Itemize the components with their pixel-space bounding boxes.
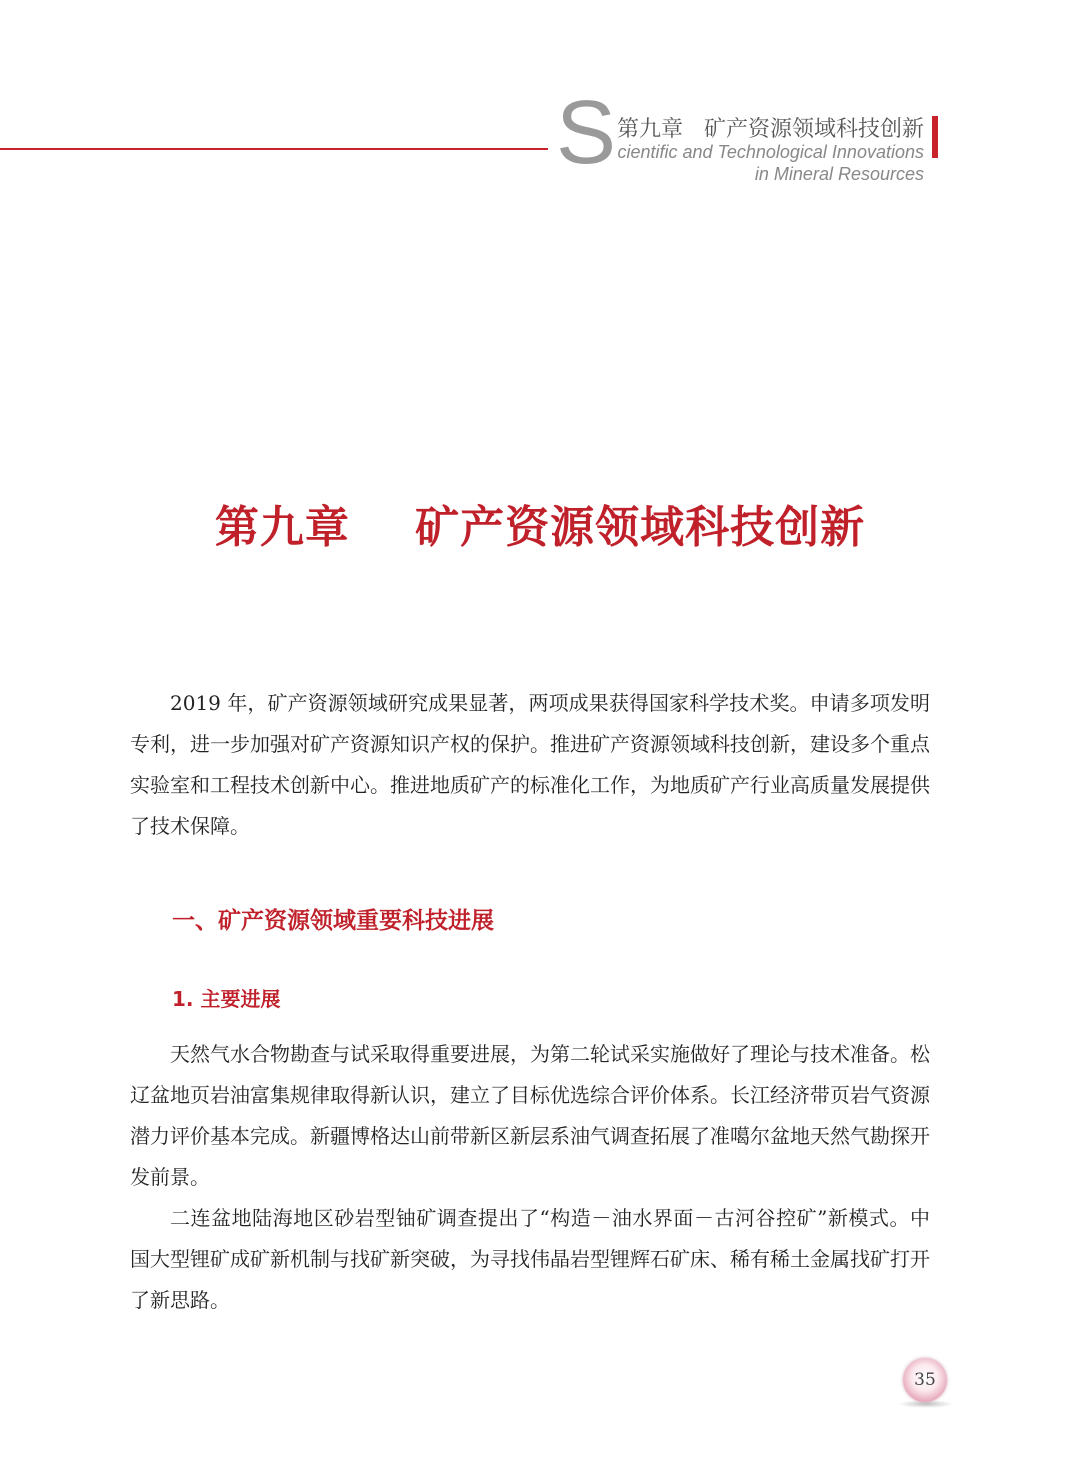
header-chapter-en-line2: in Mineral Resources	[754, 164, 924, 184]
header-rule	[0, 148, 548, 150]
header-big-letter: S	[556, 83, 617, 183]
body-paragraph-1: 天然气水合物勘查与试采取得重要进展，为第二轮试采实施做好了理论与技术准备。松辽盆地页岩油富集规律取得新认识，建立了目标优选综合评价体系。长江经济带页岩气资源潜力评价基本完成。新疆博格达山前带新区新层系油气调查拓展了准噶尔盆地天然气勘探开发前景。	[130, 1042, 930, 1189]
section-heading: 一、矿产资源领域重要科技进展	[172, 908, 494, 934]
intro-paragraph: 2019 年，矿产资源领域研究成果显著，两项成果获得国家科学技术奖。申请多项发明专利，进一步加强对矿产资源知识产权的保护。推进矿产资源领域科技创新，建设多个重点实验室和工程技术创新中心。推进地质矿产的标准化工作，为地质矿产行业高质量发展提供了技术保障。	[130, 691, 930, 838]
page-number-badge: 35	[903, 1358, 947, 1402]
subsection-heading: 1. 主要进展	[172, 987, 281, 1011]
body-paragraph-2: 二连盆地陆海地区砂岩型铀矿调查提出了“构造－油水界面－古河谷控矿”新模式。中国大型锂矿成矿新机制与找矿新突破，为寻找伟晶岩型锂辉石矿床、稀有稀土金属找矿打开了新思路。	[130, 1206, 930, 1312]
header-chapter-en-line1: cientific and Technological Innovations	[617, 142, 924, 162]
chapter-title: 第九章 矿产资源领域科技创新	[214, 502, 866, 553]
header-accent-bar	[932, 116, 938, 158]
header-chapter-cn: 第九章 矿产资源领域科技创新	[617, 117, 924, 142]
